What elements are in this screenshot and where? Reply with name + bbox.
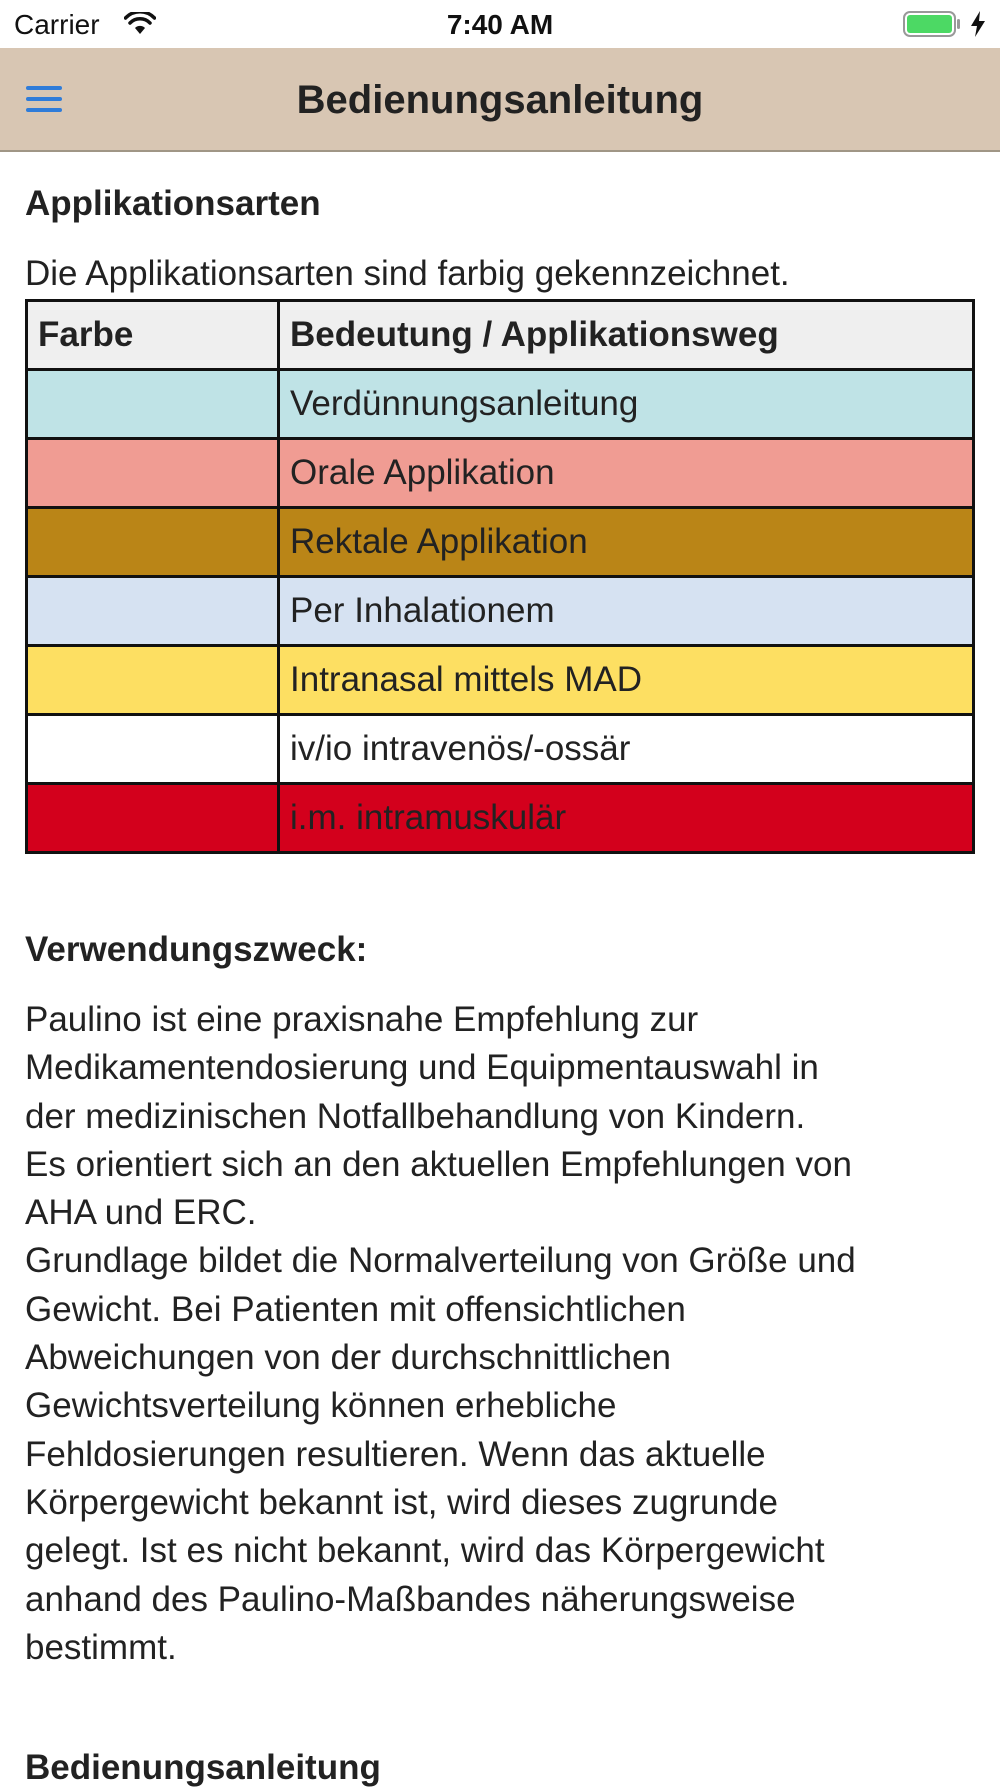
color-swatch bbox=[27, 439, 279, 508]
text-line: bestimmt. bbox=[25, 1627, 177, 1667]
navigation-bar bbox=[0, 48, 1000, 152]
text-line: anhand des Paulino-Maßbandes näherungsweise bbox=[25, 1579, 796, 1619]
text-line: Abweichungen von der durchschnittlichen bbox=[25, 1338, 671, 1378]
battery-icon bbox=[903, 11, 961, 37]
color-swatch bbox=[27, 370, 279, 439]
intro-text: Die Applikationsarten sind farbig gekennzeichnet. bbox=[25, 254, 790, 293]
section-heading-verwendungszweck: Verwendungszweck: bbox=[25, 930, 368, 969]
section-heading-bedienungsanleitung: Bedienungsanleitung bbox=[25, 1748, 381, 1787]
clock: 7:40 AM bbox=[446, 9, 554, 40]
table-row bbox=[27, 370, 974, 439]
table-header-farbe: Farbe bbox=[27, 301, 279, 370]
table-row bbox=[27, 577, 974, 646]
color-swatch bbox=[27, 784, 279, 853]
carrier-label: Carrier bbox=[14, 9, 100, 40]
color-swatch bbox=[27, 646, 279, 715]
color-legend-table bbox=[25, 299, 975, 854]
row-label: Orale Applikation bbox=[279, 439, 974, 508]
row-label: iv/io intravenös/-ossär bbox=[279, 715, 974, 784]
text-line: Gewicht. Bei Patienten mit offensichtlichen bbox=[25, 1289, 686, 1329]
table-header-row bbox=[27, 301, 974, 370]
description-text bbox=[25, 996, 975, 1672]
color-swatch bbox=[27, 577, 279, 646]
text-line: gelegt. Ist es nicht bekannt, wird das Körpergewicht bbox=[25, 1531, 825, 1571]
text-line: Medikamentendosierung und Equipmentauswahl in bbox=[25, 1048, 819, 1088]
text-line: Paulino ist eine praxisnahe Empfehlung zur bbox=[25, 1000, 699, 1039]
text-line: Es orientiert sich an den aktuellen Empfehlungen von bbox=[25, 1144, 852, 1184]
text-line: Fehldosierungen resultieren. Wenn das aktuelle bbox=[25, 1434, 766, 1474]
color-swatch bbox=[27, 508, 279, 577]
text-line: Körpergewicht bekannt ist, wird dieses zugrunde bbox=[25, 1482, 778, 1522]
table-row bbox=[27, 715, 974, 784]
table-row bbox=[27, 508, 974, 577]
row-label: Rektale Applikation bbox=[279, 508, 974, 577]
charging-bolt-icon bbox=[969, 10, 987, 38]
row-label: Per Inhalationem bbox=[279, 577, 974, 646]
table-row bbox=[27, 439, 974, 508]
row-label: i.m. intramuskulär bbox=[279, 784, 974, 853]
page-title: Bedienungsanleitung bbox=[296, 78, 704, 122]
text-line: Gewichtsverteilung können erhebliche bbox=[25, 1386, 617, 1426]
text-line: AHA und ERC. bbox=[25, 1193, 257, 1233]
status-bar bbox=[0, 0, 1000, 48]
text-line: der medizinischen Notfallbehandlung von Kindern. bbox=[25, 1096, 806, 1136]
table-row bbox=[27, 784, 974, 853]
row-label: Verdünnungsanleitung bbox=[279, 370, 974, 439]
text-line: Grundlage bildet die Normalverteilung von Größe und bbox=[25, 1241, 856, 1281]
color-swatch bbox=[27, 715, 279, 784]
row-label: Intranasal mittels MAD bbox=[279, 646, 974, 715]
section-heading-applikationsarten: Applikationsarten bbox=[25, 184, 321, 223]
table-row bbox=[27, 646, 974, 715]
table-header-bedeutung: Bedeutung / Applikationsweg bbox=[279, 301, 974, 370]
